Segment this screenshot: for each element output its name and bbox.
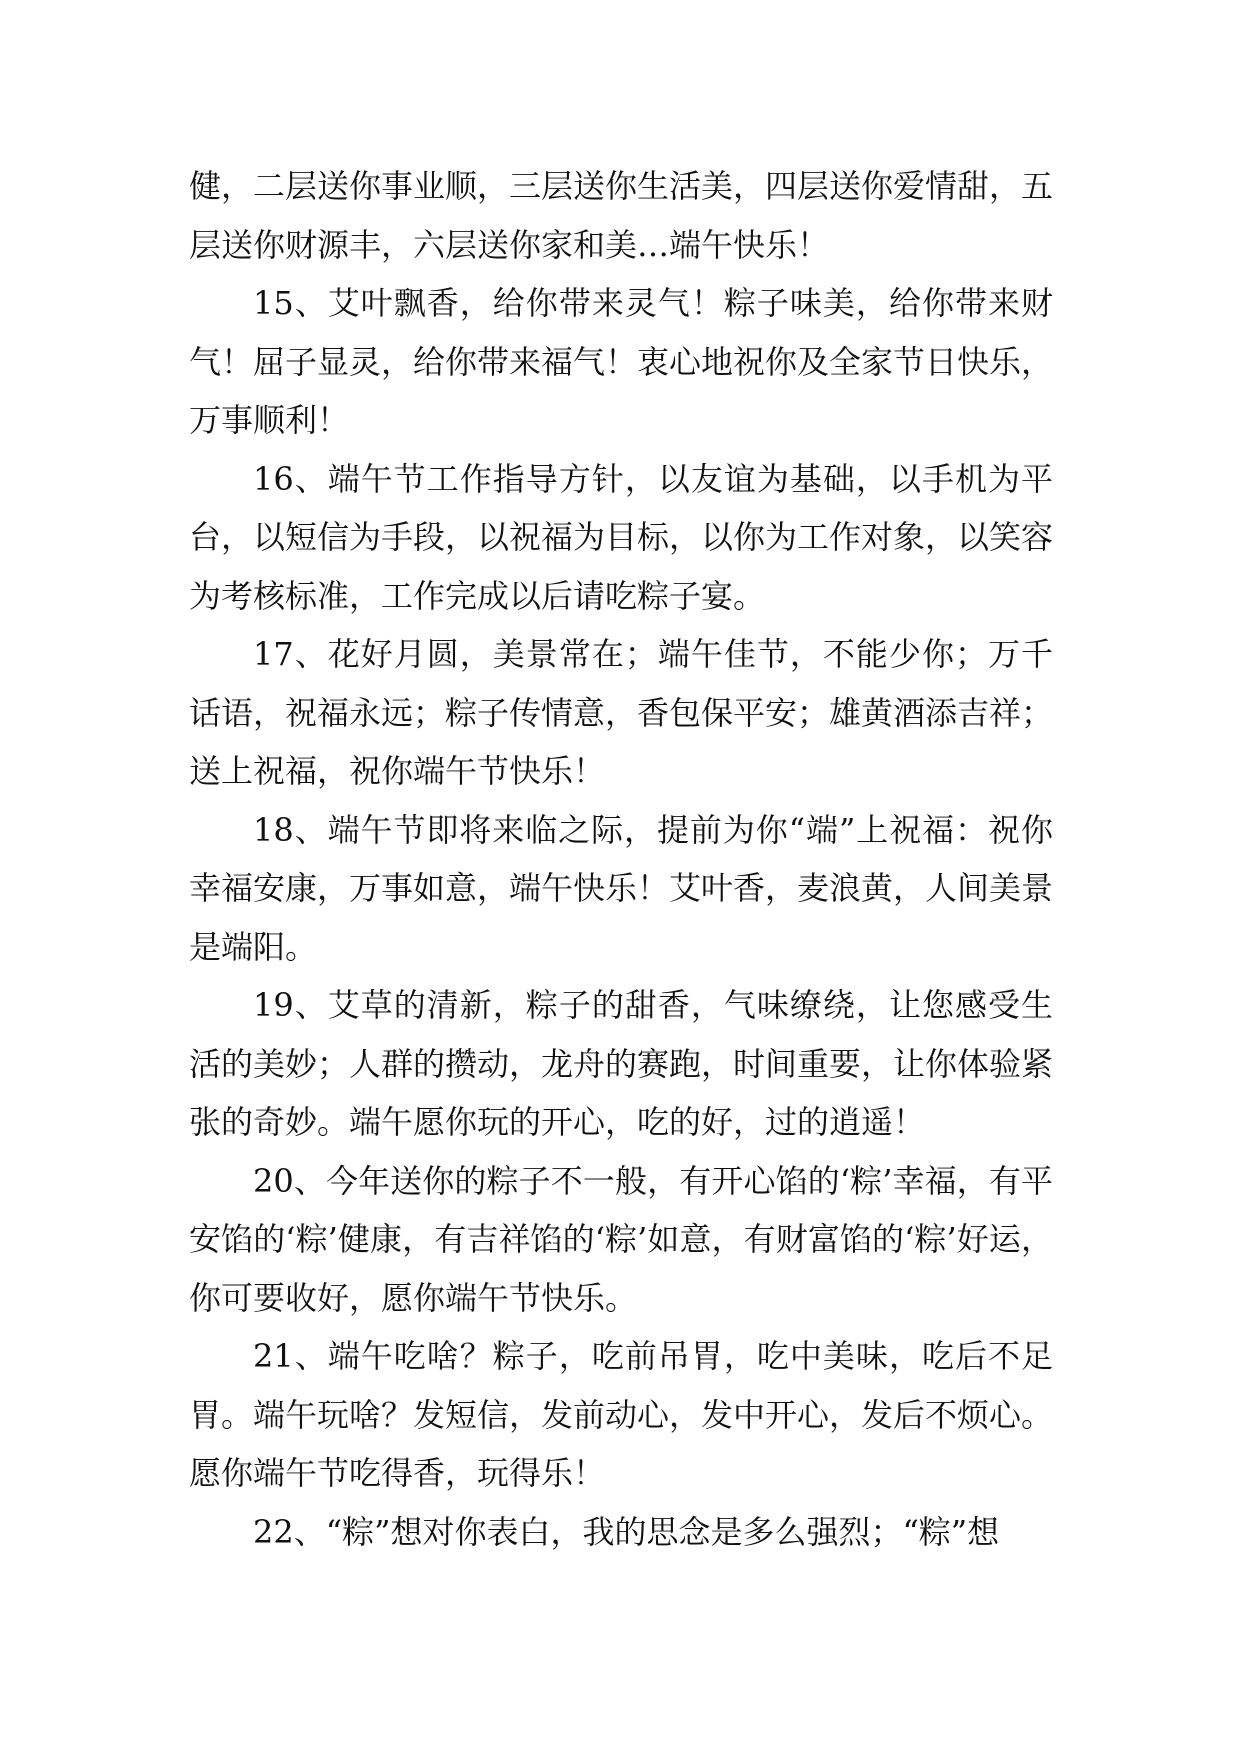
paragraph-21: 21、端午吃啥？粽子，吃前吊胃，吃中美味，吃后不足胃。端午玩啥？发短信，发前动心，发中开心，发后不烦心。愿你端午节吃得香，玩得乐！ — [189, 1337, 1054, 1492]
paragraph-20: 20、今年送你的粽子不一般，有开心馅的‘粽’幸福，有平安馅的‘粽’健康，有吉祥馅的‘粽’如意，有财富馅的‘粽’好运，你可要收好，愿你端午节快乐。 — [189, 1161, 1053, 1317]
paragraph-15: 15、艾叶飘香，给你带来灵气！粽子味美，给你带来财气！屈子显灵，给你带来福气！衷心地祝你及全家节日快乐，万事顺利！ — [189, 284, 1054, 439]
paragraph-19: 19、艾草的清新，粽子的甜香，气味缭绕，让您感受生活的美妙；人群的攒动，龙舟的赛跑，时间重要，让你体验紧张的奇妙。端午愿你玩的开心，吃的好，过的逍遥！ — [189, 986, 1054, 1141]
paragraph-17: 17、花好月圆，美景常在；端午佳节，不能少你；万千话语，祝福永远；粽子传情意，香包保平安；雄黄酒添吉祥；送上祝福，祝你端午节快乐！ — [189, 635, 1054, 790]
paragraph-14-continued: 健，二层送你事业顺，三层送你生活美，四层送你爱情甜，五层送你财源丰，六层送你家和美…端午快乐！ — [189, 167, 1054, 264]
paragraph-16: 16、端午节工作指导方针，以友谊为基础，以手机为平台，以短信为手段，以祝福为目标，以你为工作对象，以笑容为考核标准，工作完成以后请吃粽子宴。 — [189, 459, 1054, 615]
document-body — [189, 157, 1053, 1561]
paragraph-18: 18、端午节即将来临之际，提前为你“端”上祝福：祝你幸福安康，万事如意，端午快乐！艾叶香，麦浪黄，人间美景是端阳。 — [189, 810, 1054, 966]
paragraph-22: 22、“粽”想对你表白，我的思念是多么强烈；“粽”想 — [253, 1512, 1000, 1551]
